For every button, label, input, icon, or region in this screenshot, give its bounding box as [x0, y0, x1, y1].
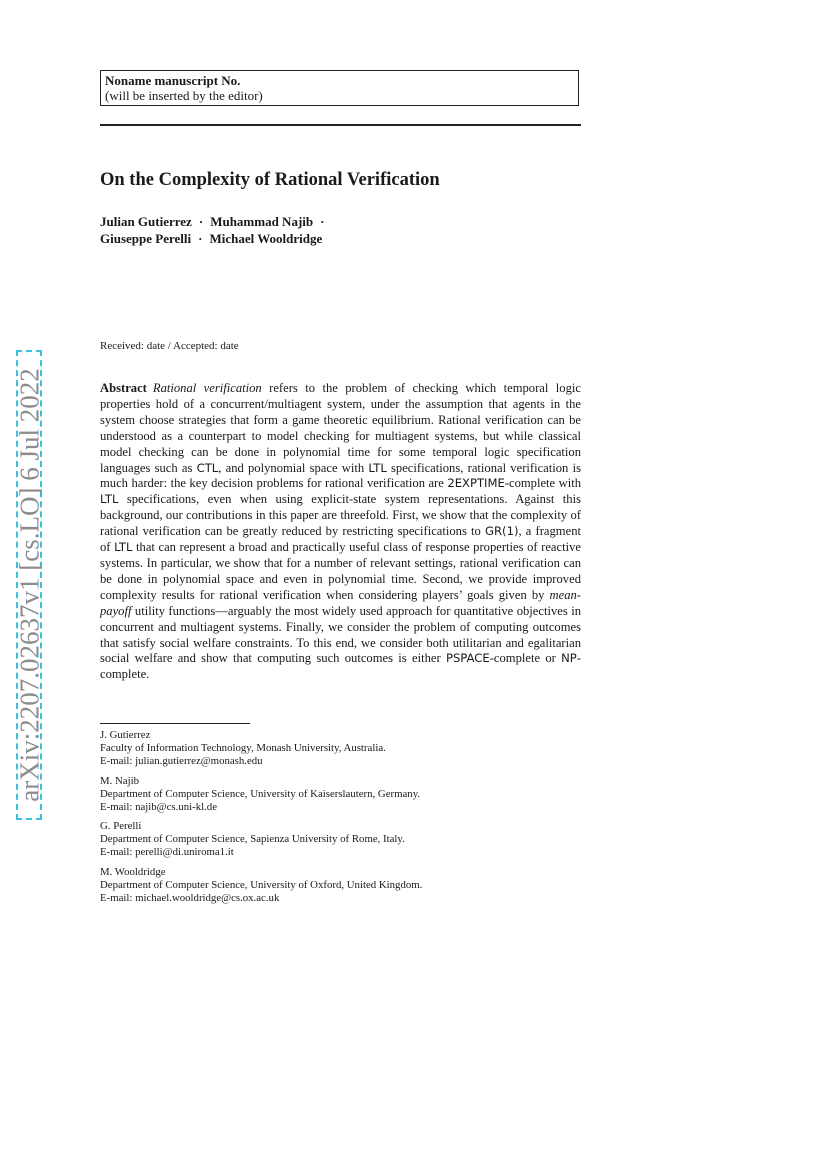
affiliation-email: E-mail: michael.wooldridge@cs.ox.ac.uk	[100, 892, 280, 904]
abstract-text: -complete with	[504, 476, 581, 491]
abstract-heading: Abstract	[100, 381, 147, 395]
affiliation-department: Faculty of Information Technology, Monash University, Australia.	[100, 742, 386, 754]
manuscript-label: Noname manuscript No.	[105, 73, 241, 88]
abstract-complexity-class: 2EXPTIME	[447, 476, 505, 491]
affiliation-email: E-mail: julian.gutierrez@monash.edu	[100, 755, 263, 767]
abstract-logic-term: CTL	[196, 460, 219, 475]
abstract-text: specifications, even when using explicit-state system representations. Against this background, our contributions in this paper are threefold. First, we show that the complexity of rational verification can be greatly reduced by restricting specifications to	[100, 492, 581, 539]
abstract-text: specifications, rational verification is much harder: the key decision problems for rational verification are	[100, 460, 581, 491]
manuscript-box	[100, 70, 579, 106]
abstract	[100, 381, 581, 683]
abstract-logic-term: GR(1)	[485, 524, 519, 539]
header-rule	[100, 124, 581, 126]
arxiv-identifier: arXiv:2207.02637v1 [cs.LO] 6 Jul 2022	[14, 368, 45, 802]
affiliation-department: Department of Computer Science, University of Oxford, United Kingdom.	[100, 879, 423, 891]
abstract-text: that can represent a broad and practically useful class of response properties of reactive systems. In particular, we show that for a number of relevant settings, rational verification can be done in polynomial space and even in polynomial time. Second, we provide improved complexity results for rational verification when considering players’ goals given by	[100, 540, 581, 602]
abstract-text: Rational verification	[152, 381, 262, 395]
affiliation-author: G. Perelli	[100, 820, 142, 832]
author-list	[100, 213, 581, 247]
editor-note: (will be inserted by the editor)	[105, 88, 263, 103]
affiliation-author: M. Najib	[100, 775, 139, 787]
abstract-text: utility functions—arguably the most widely used approach for quantitative objectives in concurrent and multiagent systems. Finally, we consider the problem of computing outcomes that satisfy social welfare constraints. To this end, we consider both utilitarian and egalitarian social welfare and show that computing such outcomes is either	[100, 603, 581, 666]
abstract-text: mean-payoff	[100, 587, 581, 618]
abstract-logic-term: LTL	[114, 540, 133, 555]
abstract-text: , and polynomial space with	[218, 460, 369, 475]
affiliation	[100, 775, 581, 814]
affiliation-email: E-mail: perelli@di.uniroma1.it	[100, 846, 234, 858]
author-name: Michael Wooldridge	[209, 231, 323, 246]
author-name: Muhammad Najib	[210, 214, 314, 229]
author-name: Giuseppe Perelli	[100, 231, 192, 246]
author-separator: ·	[198, 214, 204, 229]
affiliation-email: E-mail: najib@cs.uni-kl.de	[100, 801, 217, 813]
abstract-complexity-class: PSPACE	[445, 651, 490, 666]
affiliation	[100, 820, 581, 859]
author-name: Julian Gutierrez	[100, 214, 192, 229]
abstract-text: -complete or	[489, 651, 562, 666]
abstract-text: refers to the problem of checking which temporal logic properties hold of a concurrent/multiagent system, under the assumption that agents in the system choose strategies that form a game theoretic equilibrium. Rational verification can be understood as a counterpart to model checking for multiagent systems, but while classical model checking can be done in polynomial time for some temporal logic specification languages such as	[100, 381, 581, 475]
arxiv-stamp	[6, 350, 54, 820]
affiliation-department: Department of Computer Science, Sapienza University of Rome, Italy.	[100, 833, 405, 845]
abstract-logic-term: LTL	[100, 492, 119, 507]
affiliation	[100, 729, 581, 768]
abstract-text: , a fragment of	[100, 524, 581, 555]
received-accepted-dates: Received: date / Accepted: date	[100, 340, 239, 352]
affiliation-department: Department of Computer Science, University of Kaiserslautern, Germany.	[100, 788, 421, 800]
affiliation	[100, 866, 581, 905]
author-separator: ·	[320, 214, 325, 229]
paper-title: On the Complexity of Rational Verification	[100, 170, 440, 190]
abstract-logic-term: LTL	[368, 460, 387, 475]
footnote-rule	[100, 723, 250, 724]
abstract-complexity-class: NP	[561, 651, 577, 666]
affiliation-author: M. Wooldridge	[100, 866, 166, 878]
affiliation-author: J. Gutierrez	[100, 729, 151, 741]
abstract-text: -complete.	[100, 651, 581, 682]
author-separator: ·	[198, 231, 203, 246]
